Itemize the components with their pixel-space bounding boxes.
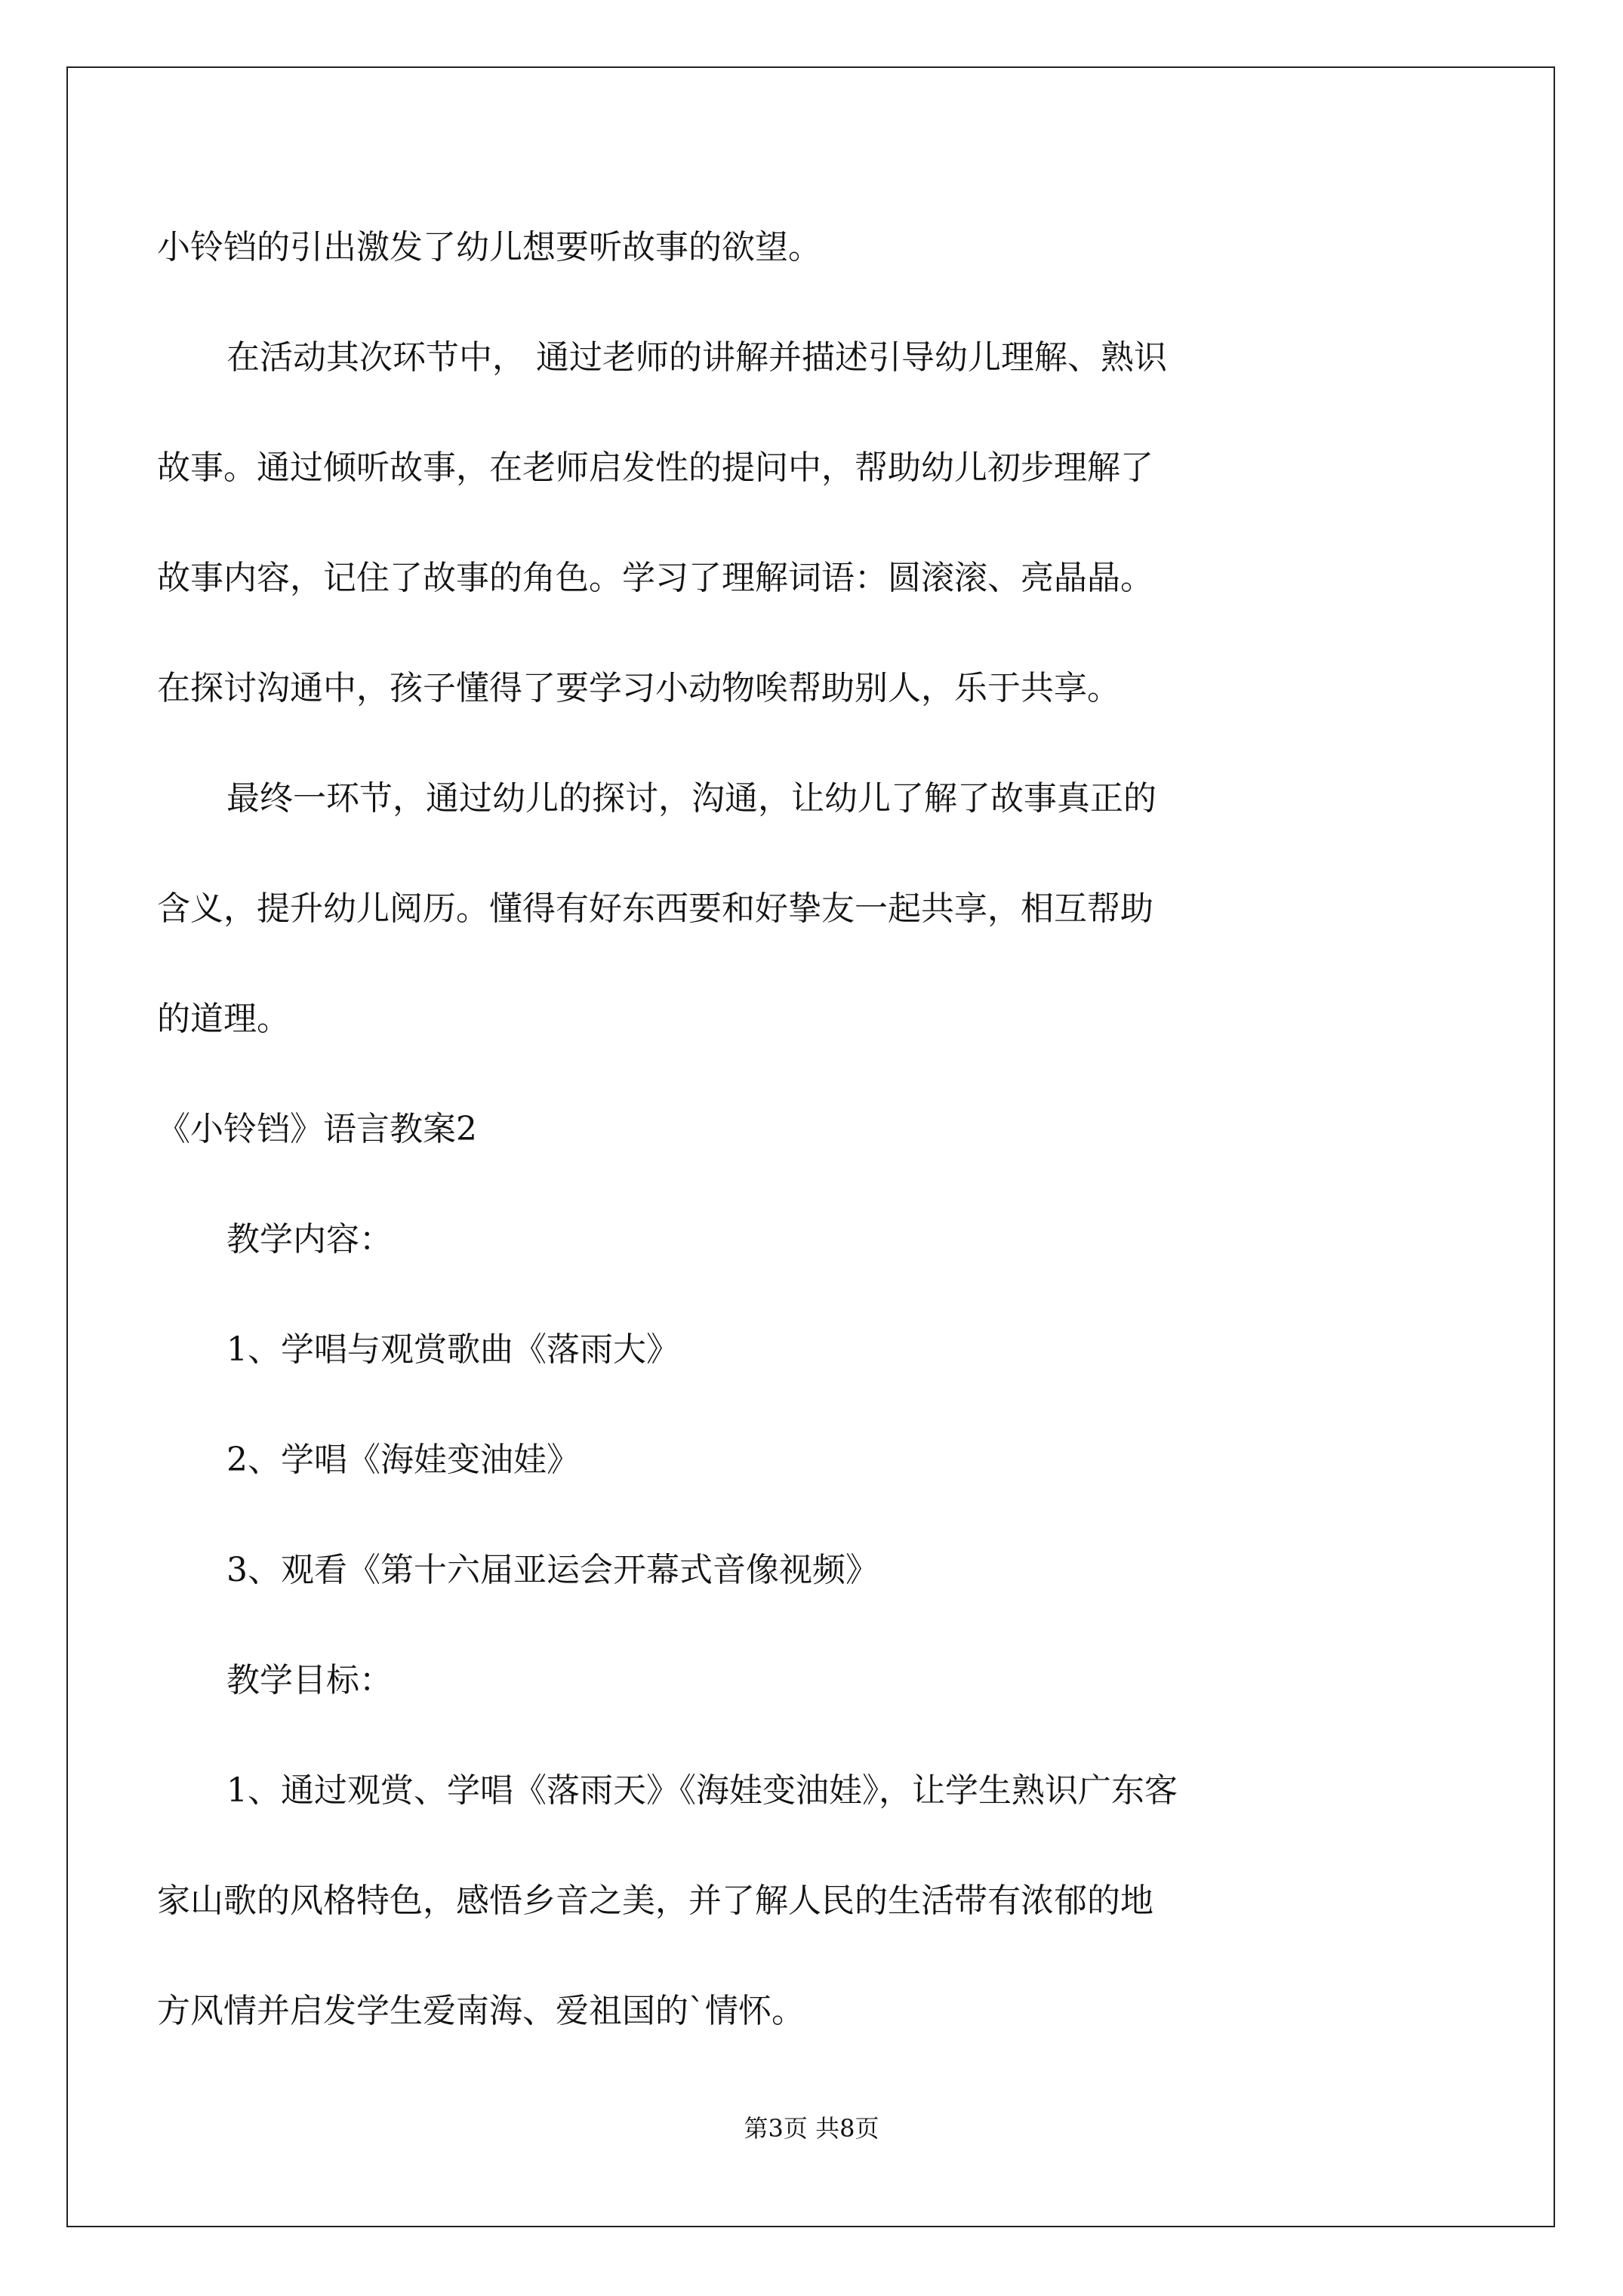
list-item: 2、学唱《海娃变油娃》 — [226, 1441, 580, 1479]
text-line: 含义，提升幼儿阅历。懂得有好东西要和好挚友一起共享，相互帮助 — [157, 889, 1153, 928]
text-line: 在探讨沟通中，孩子懂得了要学习小动物唉帮助别人，乐于共享。 — [157, 669, 1120, 707]
text-line: 教学内容： — [226, 1220, 393, 1259]
text-line: 在活动其次环节中， 通过老师的讲解并描述引导幼儿理解、熟识 — [226, 338, 1167, 377]
list-item: 3、观看《第十六届亚运会开幕式音像视频》 — [226, 1551, 879, 1589]
text-line: 的道理。 — [157, 1000, 290, 1038]
text-line: 教学目标： — [226, 1661, 393, 1700]
text-line: 小铃铛的引出激发了幼儿想要听故事的欲望。 — [157, 228, 821, 267]
text-line: 故事。通过倾听故事，在老师启发性的提问中，帮助幼儿初步理解了 — [157, 448, 1153, 487]
text-line: 家山歌的风格特色，感悟乡音之美，并了解人民的生活带有浓郁的地 — [157, 1881, 1153, 1920]
text-line: 故事内容，记住了故事的角色。学习了理解词语：圆滚滚、亮晶晶。 — [157, 559, 1153, 597]
list-item: 1、学唱与观赏歌曲《落雨大》 — [226, 1330, 679, 1369]
section-heading: 《小铃铛》语言教案2 — [157, 1110, 477, 1148]
text-line: 最终一环节，通过幼儿的探讨，沟通，让幼儿了解了故事真正的 — [226, 779, 1156, 818]
list-item: 1、通过观赏、学唱《落雨天》《海娃变油娃》，让学生熟识广东客 — [226, 1771, 1178, 1810]
text-line: 方风情并启发学生爱南海、爱祖国的`情怀。 — [157, 1992, 805, 2030]
page-number-footer: 第3页 共8页 — [744, 2114, 879, 2143]
